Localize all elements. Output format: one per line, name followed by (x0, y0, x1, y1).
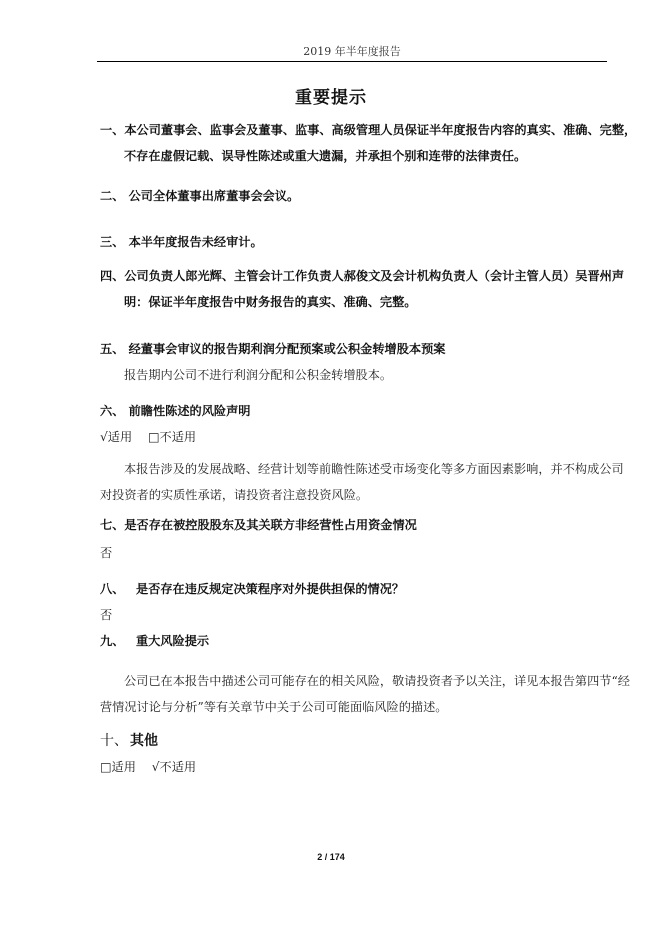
section-2 (100, 183, 610, 209)
section-6 (100, 398, 624, 508)
running-header: 2019 年半年度报告 (303, 45, 401, 58)
section-number: 八、 (100, 582, 125, 596)
section-7 (100, 512, 610, 566)
section-body: 本报告涉及的发展战略、经营计划等前瞻性陈述受市场变化等多方面因素影响，并不构成公司 对投资者的实质性承诺，请投资者注意投资风险。 (100, 462, 624, 502)
section-8 (100, 576, 610, 628)
section-number: 五、 (100, 342, 125, 356)
section-5 (100, 336, 610, 388)
section-body: 公司已在本报告中描述公司可能存在的相关风险，敬请投资者予以关注，详见本报告第四节“经 营情况讨论与分析”等有关章节中关于公司可能面临风险的描述。 (100, 674, 630, 714)
applicable-checked: √适用 (100, 430, 133, 444)
section-heading: 前瞻性陈述的风险声明 (128, 404, 251, 418)
section-number: 一、 (100, 123, 125, 137)
page-title: 重要提示 (295, 88, 367, 108)
section-heading: 其他 (130, 733, 158, 749)
section-answer: 否 (100, 546, 113, 560)
section-number: 十、 (100, 733, 128, 749)
section-heading-cont: 不存在虚假记载、误导性陈述或重大遗漏，并承担个别和连带的法律责任。 (124, 149, 527, 163)
section-number: 四、 (100, 269, 125, 283)
page-number: 2 / 174 (317, 852, 345, 862)
section-1 (100, 117, 637, 169)
applicability-options (100, 424, 610, 450)
section-number: 三、 (100, 235, 125, 249)
applicability-options (100, 754, 610, 780)
section-heading: 公司全体董事出席董事会会议。 (128, 189, 300, 203)
not-applicable-unchecked: □不适用 (148, 430, 197, 444)
section-9 (100, 628, 630, 720)
section-heading: 公司负责人郎光辉、主管会计工作负责人郝俊文及会计机构负责人（会计主管人员）吴晋州声 (124, 269, 625, 283)
section-heading: 本半年度报告未经审计。 (128, 235, 263, 249)
section-number: 二、 (100, 189, 125, 203)
section-heading: 重大风险提示 (136, 634, 210, 648)
section-4 (100, 263, 625, 315)
section-heading: 是否存在违反规定决策程序对外提供担保的情况？ (136, 582, 405, 596)
section-heading: 是否存在被控股股东及其关联方非经营性占用资金情况 (124, 518, 417, 532)
section-number: 六、 (100, 404, 125, 418)
section-number: 七、 (100, 518, 125, 532)
section-number: 九、 (100, 634, 125, 648)
section-heading: 经董事会审议的报告期利润分配预案或公积金转增股本预案 (128, 342, 446, 356)
not-applicable-checked: √不适用 (151, 760, 197, 774)
section-3 (100, 229, 610, 255)
section-heading: 本公司董事会、监事会及董事、监事、高级管理人员保证半年度报告内容的真实、准确、完整， (124, 123, 637, 137)
section-answer: 否 (100, 608, 113, 622)
section-heading-cont: 明：保证半年度报告中财务报告的真实、准确、完整。 (124, 295, 417, 309)
applicable-unchecked: □适用 (100, 760, 136, 774)
section-10 (100, 728, 610, 780)
section-body: 报告期内公司不进行利润分配和公积金转增股本。 (124, 368, 393, 382)
header-rule (97, 61, 607, 62)
